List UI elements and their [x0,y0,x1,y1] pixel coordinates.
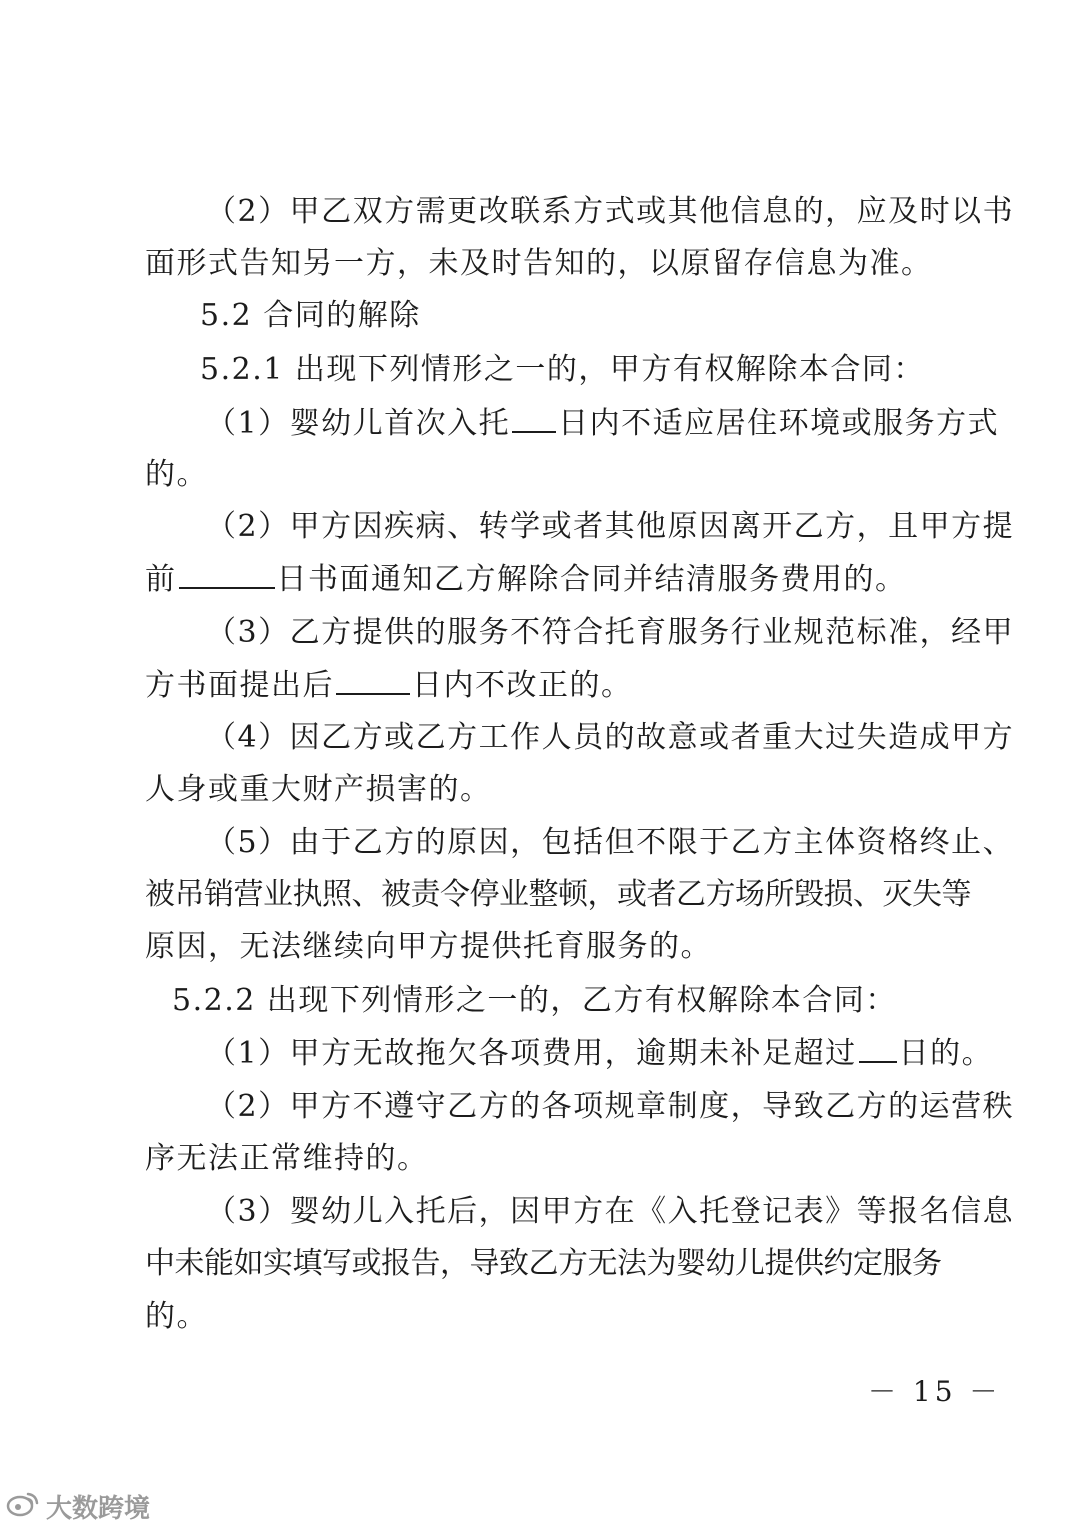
paragraph-line: （4）因乙方或乙方工作人员的故意或者重大过失造成甲方 [206,720,1015,755]
paragraph-line [145,559,907,599]
paragraph-line: 人身或重大财产损害的。 [145,772,492,807]
paragraph-line: 原因，无法继续向甲方提供托育服务的。 [145,929,712,964]
fill-in-blank [859,1033,897,1063]
watermark [6,1488,150,1525]
paragraph-line: 中未能如实填写或报告，导致乙方无法为婴幼儿提供约定服务 [145,1246,942,1281]
fill-in-blank [179,559,275,589]
text-segment: 日书面通知乙方解除合同并结清服务费用的。 [276,562,907,597]
fill-in-blank [336,665,410,695]
paragraph-line: 序无法正常维持的。 [145,1141,429,1176]
page-number: － 15 － [868,1375,1002,1408]
fill-in-blank [512,403,556,433]
paragraph-line: （2）甲方不遵守乙方的各项规章制度，导致乙方的运营秩 [206,1089,1015,1124]
text-segment: 日内不适应居住环境或服务方式 [558,406,1000,441]
paragraph-line: 的。 [145,457,208,492]
paragraph-line: （2）甲乙双方需更改联系方式或其他信息的，应及时以书 [206,194,1015,229]
paragraph-line: 的。 [145,1299,208,1334]
text-segment: （1）婴幼儿首次入托 [206,406,511,441]
weibo-icon [6,1489,40,1524]
paragraph-line: （3）乙方提供的服务不符合托育服务行业规范标准，经甲 [206,615,1015,650]
paragraph-line: 被吊销营业执照、被责令停业整顿，或者乙方场所毁损、灭失等 [145,877,971,912]
paragraph-line: （3）婴幼儿入托后，因甲方在《入托登记表》等报名信息 [206,1194,1015,1229]
text-segment: （1）甲方无故拖欠各项费用，逾期未补足超过 [206,1036,857,1071]
watermark-text: 大数跨境 [46,1494,151,1524]
paragraph-line [206,403,999,443]
paragraph-line [206,1033,993,1073]
paragraph-line: 面形式告知另一方，未及时告知的，以原留存信息为准。 [145,246,933,281]
paragraph-line: （2）甲方因疾病、转学或者其他原因离开乙方，且甲方提 [206,509,1015,544]
section-heading: 5.2 合同的解除 [200,298,421,333]
text-segment: 前 [145,562,177,597]
text-segment: 日内不改正的。 [412,668,633,703]
paragraph-line [145,665,633,705]
subsection-heading: 5.2.2 出现下列情形之一的，乙方有权解除本合同： [172,983,897,1018]
subsection-heading: 5.2.1 出现下列情形之一的，甲方有权解除本合同： [200,352,925,387]
text-segment: 日的。 [898,1036,994,1071]
text-segment: 方书面提出后 [145,668,334,703]
paragraph-line: （5）由于乙方的原因，包括但不限于乙方主体资格终止、 [206,825,1015,860]
